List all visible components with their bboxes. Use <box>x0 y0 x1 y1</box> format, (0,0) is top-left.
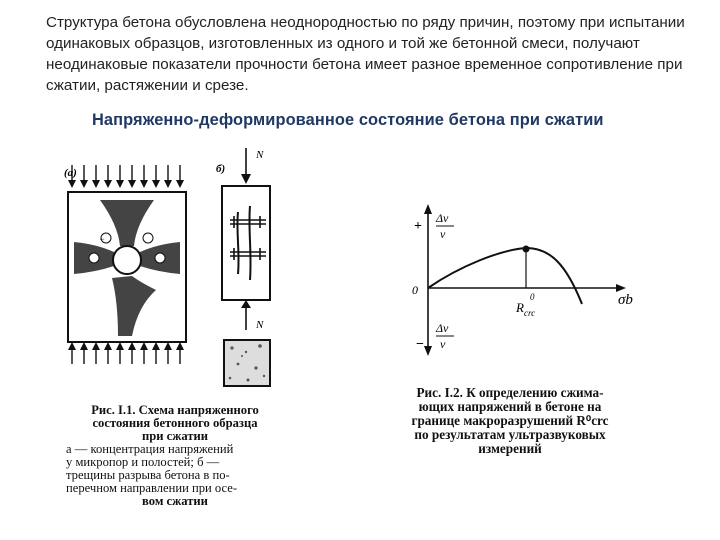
force-bottom-label: N <box>256 319 264 331</box>
bottom-arrows <box>72 348 180 364</box>
caption-1-line-3: при сжатии <box>141 429 209 443</box>
y-bottom-num: Δv <box>436 321 449 335</box>
point-sup: 0 <box>530 292 535 302</box>
top-arrows <box>72 165 180 182</box>
minus-sign: − <box>416 337 424 352</box>
caption-2-line-1: Рис. I.2. К определению сжима- <box>416 385 604 400</box>
figure-2-caption <box>390 386 630 456</box>
caption-1-line-7: перечном направлении при осе- <box>66 481 238 495</box>
caption-1-line-5: у микропор и полостей; б — <box>66 455 220 469</box>
caption-1-line-4: а — концентрация напряжений <box>66 442 234 456</box>
figure-2-graph <box>400 200 660 375</box>
caption-2-line-2: ющих напряжений в бетоне на <box>418 399 602 414</box>
caption-2-line-5: измерений <box>478 441 542 456</box>
y-top-num: Δv <box>436 211 449 225</box>
label-a: (а) <box>64 167 77 179</box>
force-top-label: N <box>256 149 264 161</box>
caption-2-line-3: границе макроразрушений R⁰crc <box>411 413 609 428</box>
specimen-b <box>222 186 270 300</box>
plus-sign: + <box>414 219 422 234</box>
point-label: $R_{crc}$ <box>516 300 536 318</box>
pore-circle <box>113 246 141 274</box>
figure-1-drawing <box>60 140 310 400</box>
x-axis-label: σb <box>618 292 633 308</box>
caption-1-line-8: вом сжатии <box>142 494 208 508</box>
caption-1-line-2: состояния бетонного образца <box>92 416 258 430</box>
minus-sign-a: − <box>99 234 105 244</box>
caption-1-line-6: трещины разрыва бетона в по- <box>66 468 230 482</box>
figure-1-caption <box>66 404 284 508</box>
y-bottom-den: v <box>440 337 446 351</box>
label-b: б) <box>216 163 226 175</box>
section-subtitle: Напряженно-деформированное состояние бетона при сжатии <box>92 111 604 129</box>
velocity-curve <box>428 248 582 304</box>
caption-2-line-4: по результатам ультразвуковых <box>414 427 606 442</box>
y-top-den: v <box>440 227 446 241</box>
macro-failure-point <box>523 246 530 253</box>
intro-paragraph: Структура бетона обусловлена неоднородностью по ряду причин, поэтому при испытании одинаковых образцов, изготовленных из одного и той же бетонной смеси, получают неодинаковые показатели прочности бетона имеет разное временное сопротивление при сжатии, растяжении и срезе. <box>46 14 685 94</box>
caption-1-line-1: Рис. I.1. Схема напряженного <box>91 403 259 417</box>
origin-label: 0 <box>412 283 418 297</box>
